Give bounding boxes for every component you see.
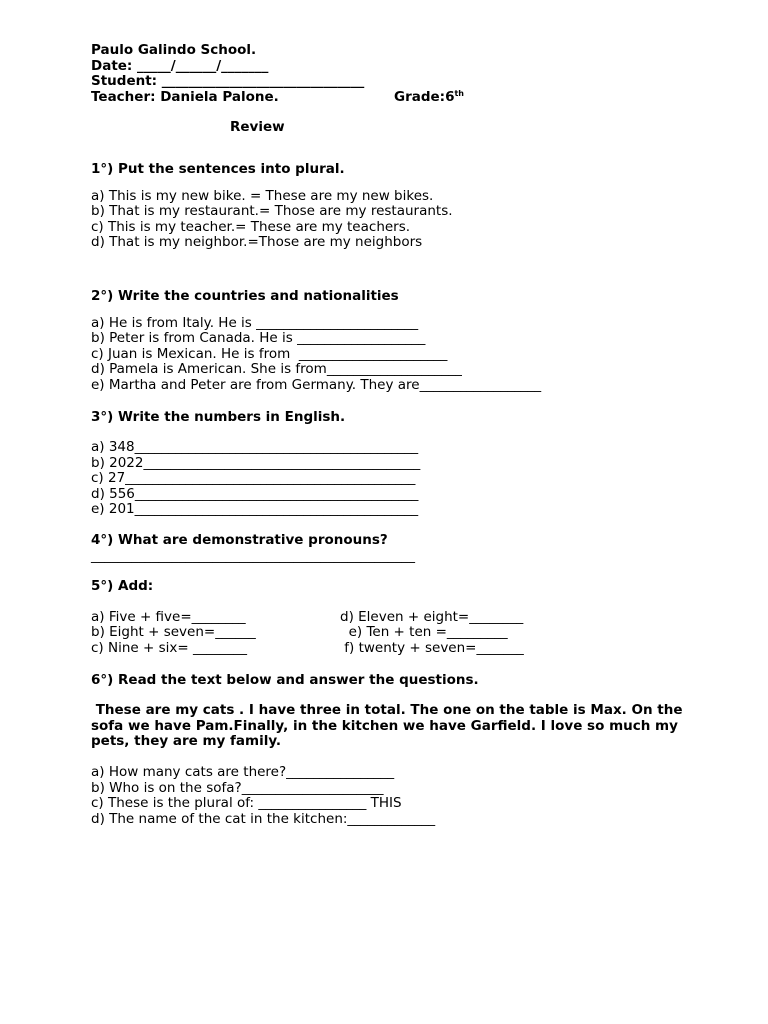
question-3-item: b) 2022_________________________________________: [91, 454, 421, 471]
grade-label: Grade:6th: [394, 88, 464, 105]
question-1-item: d) That is my neighbor.=Those are my neighbors: [91, 234, 423, 251]
teacher-grade-row: [91, 90, 711, 106]
worksheet: [91, 43, 711, 827]
student-field: Student: ______________________________: [91, 73, 365, 90]
question-5-row: [91, 610, 711, 626]
question-2: [91, 289, 711, 394]
question-5-row: [91, 625, 711, 641]
question-5-item: c) Nine + six= ________: [91, 640, 247, 657]
question-3-item: e) 201__________________________________________: [91, 501, 419, 518]
question-5-title: 5°) Add:: [91, 578, 154, 595]
question-4-answer-line: ________________________________________________: [91, 547, 415, 564]
question-2-item: c) Juan is Mexican. He is from ______________________: [91, 345, 448, 362]
question-2-item: b) Peter is from Canada. He is ___________________: [91, 330, 426, 347]
question-2-item: d) Pamela is American. She is from____________________: [91, 361, 462, 378]
question-5: [91, 579, 711, 656]
reading-text: These are my cats . I have three in total. The one on the table is Max. On the sofa we have Pam.Finally, in the kitchen we have Garfield. I love so much my pets, they are my family.: [91, 702, 688, 750]
question-4-title: 4°) What are demonstrative pronouns?: [91, 532, 388, 549]
question-5-item: e) Ten + ten =_________: [340, 624, 508, 641]
date-field: Date: _____/______/_______: [91, 57, 269, 74]
question-1-item: c) This is my teacher.= These are my teachers.: [91, 218, 411, 235]
question-1-item: b) That is my restaurant.= Those are my restaurants.: [91, 203, 453, 220]
question-5-row: [91, 641, 711, 657]
question-3-title: 3°) Write the numbers in English.: [91, 408, 346, 425]
question-5-item: f) twenty + seven=_______: [340, 640, 524, 657]
question-5-item: b) Eight + seven=______: [91, 624, 256, 641]
header: [91, 43, 711, 136]
question-1-title: 1°) Put the sentences into plural.: [91, 160, 345, 177]
question-3-item: d) 556__________________________________________: [91, 485, 419, 502]
question-2-title: 2°) Write the countries and nationalities: [91, 287, 399, 304]
school-name: Paulo Galindo School.: [91, 42, 257, 58]
question-6-title: 6°) Read the text below and answer the questions.: [91, 671, 479, 688]
question-6-item: b) Who is on the sofa?_____________________: [91, 779, 384, 796]
question-5-item: d) Eleven + eight=________: [340, 608, 524, 625]
question-2-item: a) He is from Italy. He is ________________________: [91, 314, 419, 331]
question-2-item: e) Martha and Peter are from Germany. They are__________________: [91, 376, 542, 393]
question-3-item: c) 27___________________________________________: [91, 470, 416, 487]
question-3: [91, 410, 711, 519]
review-title: Review: [230, 119, 285, 136]
question-1: [91, 162, 711, 251]
question-6-item: c) These is the plural of: ________________ THIS: [91, 795, 402, 812]
question-6-item: d) The name of the cat in the kitchen:_____________: [91, 810, 436, 827]
question-6: [91, 673, 711, 828]
question-1-item: a) This is my new bike. = These are my new bikes.: [91, 187, 434, 204]
question-6-item: a) How many cats are there?________________: [91, 764, 395, 780]
question-4: [91, 533, 711, 564]
teacher-name: Teacher: Daniela Palone.: [91, 88, 279, 105]
question-5-item: a) Five + five=________: [91, 608, 246, 625]
question-3-item: a) 348__________________________________________: [91, 439, 419, 456]
